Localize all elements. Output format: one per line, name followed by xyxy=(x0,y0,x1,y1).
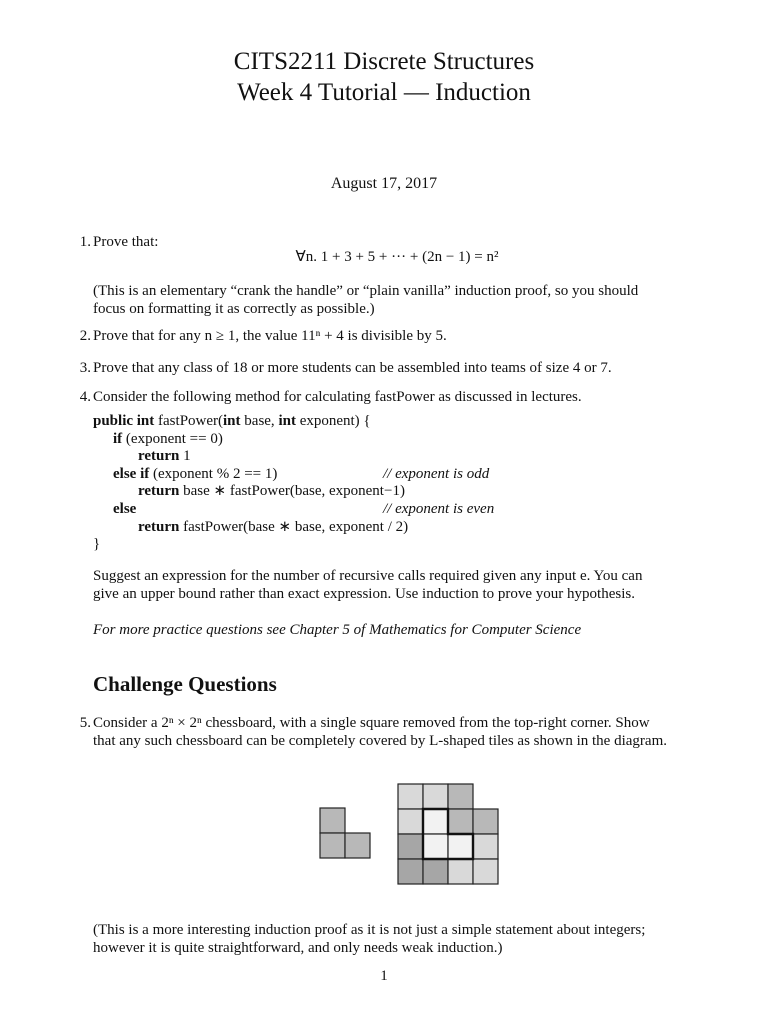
tile-cell xyxy=(423,809,448,834)
followup-line-2: give an upper bound rather than exact expression. Use induction to prove your hypothesis. xyxy=(93,586,635,602)
tile-cell xyxy=(423,859,448,884)
code-listing xyxy=(93,413,495,554)
section-heading: Challenge Questions xyxy=(93,672,277,696)
tile-cell xyxy=(448,784,473,809)
code-comment: // exponent is odd xyxy=(383,465,490,482)
code-keyword: int xyxy=(223,413,241,429)
tile-cell xyxy=(320,808,345,833)
code-keyword: int xyxy=(278,413,296,429)
note-line-2: however it is quite straightforward, and only needs weak induction.) xyxy=(93,940,503,956)
title-line-2: Week 4 Tutorial — Induction xyxy=(237,79,531,106)
tile-cell xyxy=(320,833,345,858)
single-l-tile xyxy=(320,808,370,858)
tile-cell xyxy=(398,809,423,834)
tile-cell xyxy=(398,834,423,859)
tile-cell xyxy=(423,834,448,859)
note-line-1: (This is a more interesting induction proof as it is not just a simple statement about integers; xyxy=(93,922,646,938)
note-line-2: focus on formatting it as correctly as possible.) xyxy=(93,301,375,317)
question-text: Consider the following method for calculating fastPower as discussed in lectures. xyxy=(93,389,582,405)
code-comment: // exponent is even xyxy=(383,500,495,517)
l-tile-diagram xyxy=(318,780,503,890)
code-keyword: return xyxy=(138,448,180,465)
question-prompt: Prove that: xyxy=(93,234,159,250)
question-number: 2. xyxy=(79,328,91,344)
tile-cell xyxy=(473,809,498,834)
note-line-1: (This is an elementary “crank the handle” or “plain vanilla” induction proof, so you should xyxy=(93,283,639,299)
document-title xyxy=(0,46,768,108)
tile-cell xyxy=(473,834,498,859)
code-line-4 xyxy=(93,465,490,484)
code-text: 1 xyxy=(179,448,191,465)
code-line-7 xyxy=(93,519,408,537)
tiled-board xyxy=(398,784,498,884)
question-5-note xyxy=(93,921,715,957)
tile-cell xyxy=(448,809,473,834)
induction-formula: ∀n. 1 + 3 + 5 + ··· + (2n − 1) = n² xyxy=(295,249,499,265)
question-number: 5. xyxy=(79,715,91,731)
q5-line-2: that any such chessboard can be completely covered by L-shaped tiles as shown in the diagram. xyxy=(93,733,667,749)
code-keyword: return xyxy=(138,518,180,535)
title-line-1: CITS2211 Discrete Structures xyxy=(233,48,535,75)
code-text: } xyxy=(93,536,101,553)
code-keyword: if xyxy=(113,430,123,447)
question-number: 4. xyxy=(79,389,91,405)
question-number: 3. xyxy=(79,360,91,376)
code-line-3 xyxy=(93,448,408,466)
document-date: August 17, 2017 xyxy=(330,175,438,192)
question-text: Prove that any class of 18 or more students can be assembled into teams of size 4 or 7. xyxy=(93,360,612,376)
tile-cell xyxy=(448,859,473,884)
tile-cell xyxy=(398,784,423,809)
q5-line-1: Consider a 2ⁿ × 2ⁿ chessboard, with a single square removed from the top-right corner. Show xyxy=(93,715,650,731)
code-line-2 xyxy=(93,431,408,449)
l-tile-diagram-svg xyxy=(318,780,503,886)
question-4-followup xyxy=(93,567,715,603)
code-text: (exponent == 0) xyxy=(122,430,223,447)
code-keyword: return xyxy=(138,483,180,500)
code-line-5 xyxy=(93,483,408,501)
code-line-6 xyxy=(93,500,495,519)
question-text: Prove that for any n ≥ 1, the value 11ⁿ + 4 is divisible by 5. xyxy=(93,328,447,344)
code-text: (exponent % 2 == 1) xyxy=(149,465,278,482)
code-text: fastPower( xyxy=(154,413,224,429)
code-keyword: else if xyxy=(113,465,150,482)
question-number: 1. xyxy=(79,234,91,250)
tile-cell xyxy=(473,859,498,884)
question-1-note xyxy=(93,282,715,318)
code-line-8 xyxy=(93,536,408,554)
code-line-1 xyxy=(93,413,408,431)
question-text xyxy=(93,714,715,750)
code-text: fastPower(base ∗ base, exponent / 2) xyxy=(179,518,409,535)
page-number: 1 xyxy=(380,968,388,984)
tile-cell xyxy=(345,833,370,858)
tile-cell xyxy=(448,834,473,859)
code-text: exponent) { xyxy=(295,413,371,429)
code-keyword: else xyxy=(113,500,137,517)
code-text: base ∗ fastPower(base, exponent−1) xyxy=(179,483,405,500)
code-text: base, xyxy=(240,413,279,429)
code-keyword: public int xyxy=(93,413,155,429)
tile-cell xyxy=(398,859,423,884)
followup-line-1: Suggest an expression for the number of recursive calls required given any input e. You can xyxy=(93,568,643,584)
practice-note: For more practice questions see Chapter 5 of Mathematics for Computer Science xyxy=(93,622,582,638)
tile-cell xyxy=(423,784,448,809)
